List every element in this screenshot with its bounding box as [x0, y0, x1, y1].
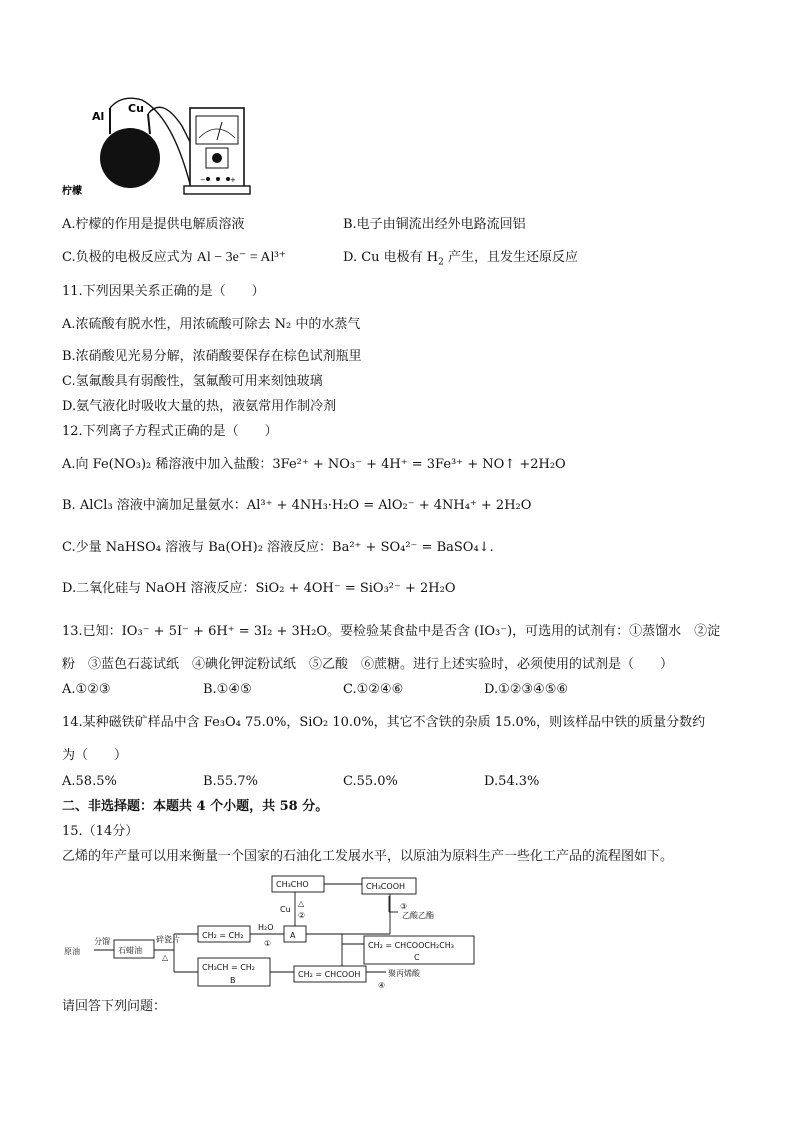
q14-stem-line2: 为（ ） — [62, 748, 128, 763]
svg-text:−: − — [200, 176, 206, 184]
label-acetaldehyde: CH₃CHO — [276, 880, 309, 889]
al-label: Al — [92, 110, 105, 123]
q10-option-c-text: C.负极的电极反应式为 — [62, 250, 197, 265]
q13-stem-line1: 13.已知：IO₃⁻ + 5I⁻ + 6H⁺ = 3I₂ + 3H₂O。要检验某食盐中是否含 (IO₃⁻)，可选用的试剂有：①蒸馏水 ②淀 — [62, 624, 721, 639]
q10-option-d-tail: 产生，且发生还原反应 — [443, 250, 579, 265]
q11-option-d: D.氨气液化时吸收大量的热，液氨常用作制冷剂 — [62, 399, 337, 414]
label-propene: CH₃CH = CH₂ — [202, 963, 256, 972]
label-shards: 碎瓷片 — [156, 935, 180, 944]
lemon-shape — [100, 128, 160, 188]
q12-option-a: A.向 Fe(NO₃)₂ 稀溶液中加入盐酸：3Fe²⁺ + NO₃⁻ + 4H⁺ = 3Fe³⁺ + NO↑ +2H₂O — [62, 457, 566, 472]
label-acrylate: CH₂ = CHCOOCH₂CH₃ — [368, 941, 454, 950]
q13-option-b: B.①④⑤ — [203, 682, 252, 697]
q14-option-d: D.54.3% — [484, 774, 540, 789]
label-ester: 乙酸乙酯 — [402, 911, 434, 920]
label-r1: ① — [264, 939, 272, 948]
q12-stem: 12.下列离子方程式正确的是（ ） — [62, 424, 278, 439]
label-cu-delta: △ — [298, 899, 305, 908]
q12-option-b: B. AlCl₃ 溶液中滴加足量氨水：Al³⁺ + 4NH₃·H₂O = AlO₂⁻ + 4NH₄⁺ + 2H₂O — [62, 498, 532, 513]
q13-option-c: C.①②④⑥ — [343, 682, 404, 697]
q12-option-d: D.二氧化硅与 NaOH 溶液反应：SiO₂ + 4OH⁻ = SiO₃²⁻ + 2H₂O — [62, 581, 456, 596]
label-fractionate: 分馏 — [94, 937, 110, 946]
q14-option-c: C.55.0% — [343, 774, 398, 789]
label-cu: Cu — [280, 905, 291, 914]
section-heading: 二、非选择题：本题共 4 个小题，共 58 分。 — [62, 799, 329, 814]
lemon-label: 柠檬 — [62, 186, 82, 197]
label-r2: ② — [298, 911, 306, 920]
q10-option-a: A.柠檬的作用是提供电解质溶液 — [62, 217, 245, 232]
q11-option-b: B.浓硝酸见光易分解，浓硝酸要保存在棕色试剂瓶里 — [62, 349, 362, 364]
q13-option-a: A.①②③ — [62, 682, 111, 697]
cu-label: Cu — [128, 102, 144, 115]
label-acrylic: CH₂ = CHCOOH — [298, 970, 361, 979]
label-polymer: 聚丙烯酸 — [388, 969, 420, 978]
q11-option-a: A.浓硫酸有脱水性，用浓硫酸可除去 N₂ 中的水蒸气 — [62, 317, 361, 332]
q13-stem-line2: 粉 ③蓝色石蕊试纸 ④碘化钾淀粉试纸 ⑤乙酸 ⑥蔗糖。进行上述实验时，必须使用的试剂是（ ） — [62, 657, 674, 672]
q10-option-c-equation: Al − 3e⁻ = Al³⁺ — [196, 250, 286, 265]
label-h2o: H₂O — [258, 923, 274, 932]
q10-option-c — [62, 249, 286, 267]
label-acetic: CH₃COOH — [366, 882, 406, 891]
q10-option-b: B.电子由铜流出经外电路流回铝 — [343, 217, 526, 232]
lemon-battery-figure — [62, 86, 262, 204]
q11-option-c: C.氢氟酸具有弱酸性，氢氟酸可用来刻蚀玻璃 — [62, 374, 323, 389]
q14-option-a: A.58.5% — [62, 774, 117, 789]
q14-option-b: B.55.7% — [203, 774, 258, 789]
q12-option-c: C.少量 NaHSO₄ 溶液与 Ba(OH)₂ 溶液反应：Ba²⁺ + SO₄²⁻ = BaSO₄↓. — [62, 540, 494, 555]
q15-intro: 乙烯的年产量可以用来衡量一个国家的石油化工发展水平，以原油为原料生产一些化工产品的流程图如下。 — [62, 849, 674, 864]
q10-option-d: D. Cu 电极有 $H_2$ 产生，且发生还原反应 — [343, 250, 579, 268]
label-r3: ③ — [400, 902, 408, 911]
label-c: C — [414, 953, 420, 962]
label-crude: 原油 — [64, 947, 80, 956]
q14-stem-line1: 14.某种磁铁矿样品中含 Fe₃O₄ 75.0%，SiO₂ 10.0%，其它不含铁的杂质 15.0%，则该样品中铁的质量分数约 — [62, 715, 706, 730]
q10-option-d-text: D. Cu 电极有 H — [343, 250, 439, 265]
svg-text:+: + — [230, 176, 236, 184]
label-a: A — [290, 931, 296, 940]
label-b: B — [230, 976, 236, 985]
label-ethylene: CH₂ = CH₂ — [202, 931, 244, 940]
flow-chart — [62, 872, 502, 990]
label-r4: ④ — [378, 981, 386, 990]
q15-ask: 请回答下列问题： — [62, 999, 167, 1014]
q15-number: 15.（14分） — [62, 824, 139, 839]
q13-option-d: D.①②③④⑤⑥ — [484, 682, 569, 697]
q11-stem: 11.下列因果关系正确的是（ ） — [62, 284, 265, 299]
label-delta: △ — [162, 953, 169, 962]
label-wax: 石蜡油 — [118, 946, 142, 955]
